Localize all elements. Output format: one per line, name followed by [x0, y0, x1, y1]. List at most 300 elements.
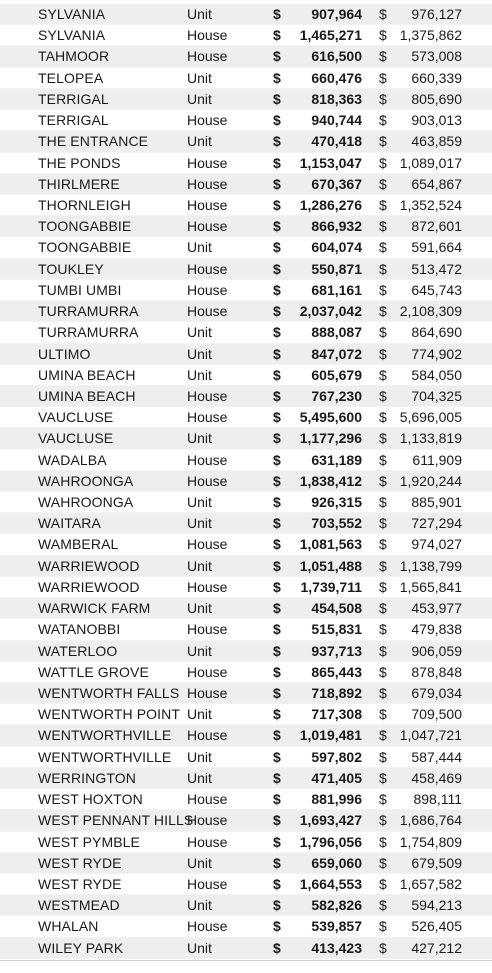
table-row: [0, 68, 492, 89]
currency-symbol: $: [379, 133, 387, 150]
property-type-cell: House: [187, 918, 228, 935]
currency-symbol: $: [273, 366, 281, 383]
property-type-cell: Unit: [187, 430, 212, 447]
price-2-cell: 1,565,841: [399, 578, 462, 595]
price-1-cell: 5,495,600: [299, 409, 362, 426]
property-type-cell: Unit: [187, 748, 212, 765]
property-type-cell: House: [187, 578, 228, 595]
property-type-cell: House: [187, 451, 228, 468]
property-type-cell: House: [187, 409, 228, 426]
price-2-cell: 878,848: [411, 663, 462, 680]
property-type-cell: House: [187, 833, 228, 850]
suburb-cell: ULTIMO: [38, 345, 91, 362]
table-row: [0, 747, 492, 768]
price-1-cell: 1,465,271: [299, 27, 362, 44]
price-2-cell: 654,867: [411, 175, 462, 192]
currency-symbol: $: [379, 536, 387, 553]
currency-symbol: $: [379, 812, 387, 829]
currency-symbol: $: [379, 642, 387, 659]
table-row: [0, 344, 492, 365]
table-row: [0, 874, 492, 895]
price-2-cell: 679,034: [411, 685, 462, 701]
suburb-cell: WAHROONGA: [38, 472, 134, 489]
currency-symbol: $: [379, 430, 387, 447]
suburb-cell: WENTWORTH FALLS: [38, 685, 180, 701]
price-1-cell: 718,892: [311, 685, 362, 701]
suburb-cell: WEST RYDE: [38, 854, 122, 871]
suburb-cell: WEST RYDE: [38, 875, 122, 892]
suburb-cell: WARRIEWOOD: [38, 557, 140, 574]
suburb-cell: WEST HOXTON: [38, 791, 143, 808]
table-row: [0, 619, 492, 640]
currency-symbol: $: [379, 48, 387, 65]
property-type-cell: House: [187, 48, 228, 65]
currency-symbol: $: [379, 154, 387, 171]
property-type-cell: Unit: [187, 345, 212, 362]
price-1-cell: 660,476: [311, 69, 362, 86]
suburb-cell: TERRIGAL: [38, 112, 109, 129]
currency-symbol: $: [379, 875, 387, 892]
currency-symbol: $: [379, 621, 387, 638]
suburb-cell: WATERLOO: [38, 642, 118, 659]
suburb-cell: WAMBERAL: [38, 536, 119, 553]
currency-symbol: $: [273, 663, 281, 680]
suburb-cell: WEST PYMBLE: [38, 833, 140, 850]
currency-symbol: $: [379, 791, 387, 808]
currency-symbol: $: [273, 345, 281, 362]
currency-symbol: $: [379, 281, 387, 298]
table-row: [0, 662, 492, 683]
table-bottom-rule: [0, 960, 492, 961]
suburb-cell: TURRAMURRA: [38, 303, 139, 320]
currency-symbol: $: [273, 515, 281, 532]
price-2-cell: 573,008: [411, 48, 462, 65]
price-1-cell: 717,308: [311, 706, 362, 723]
currency-symbol: $: [273, 939, 281, 956]
price-1-cell: 471,405: [311, 769, 362, 786]
currency-symbol: $: [379, 175, 387, 192]
suburb-cell: WERRINGTON: [38, 769, 136, 786]
property-type-cell: House: [187, 875, 228, 892]
property-type-cell: House: [187, 621, 228, 638]
table-row: [0, 365, 492, 386]
suburb-cell: TELOPEA: [38, 69, 104, 86]
property-type-cell: Unit: [187, 366, 212, 383]
price-2-cell: 898,111: [413, 791, 462, 808]
suburb-cell: UMINA BEACH: [38, 387, 136, 404]
price-2-cell: 1,754,809: [399, 833, 462, 850]
suburb-cell: WENTWORTH POINT: [38, 706, 181, 723]
price-1-cell: 454,508: [311, 600, 362, 617]
price-2-cell: 587,444: [411, 748, 462, 765]
price-2-cell: 594,213: [411, 897, 462, 914]
table-row: [0, 110, 492, 131]
table-row: [0, 407, 492, 428]
price-1-cell: 1,838,412: [299, 472, 362, 489]
currency-symbol: $: [273, 218, 281, 235]
price-2-cell: 526,405: [411, 918, 462, 935]
currency-symbol: $: [273, 6, 281, 22]
currency-symbol: $: [273, 69, 281, 86]
currency-symbol: $: [379, 303, 387, 320]
currency-symbol: $: [379, 196, 387, 213]
property-type-cell: Unit: [187, 939, 212, 956]
currency-symbol: $: [379, 366, 387, 383]
table-row: [0, 683, 492, 704]
currency-symbol: $: [273, 90, 281, 107]
suburb-cell: WAITARA: [38, 515, 101, 532]
suburb-cell: THE PONDS: [38, 154, 121, 171]
price-2-cell: 679,509: [411, 854, 462, 871]
suburb-cell: WHALAN: [38, 918, 99, 935]
currency-symbol: $: [273, 557, 281, 574]
property-type-cell: Unit: [187, 494, 212, 511]
table-row: [0, 428, 492, 449]
currency-symbol: $: [379, 218, 387, 235]
property-type-cell: House: [187, 663, 228, 680]
table-row: [0, 195, 492, 216]
currency-symbol: $: [379, 600, 387, 617]
property-type-cell: Unit: [187, 600, 212, 617]
table-row: [0, 577, 492, 598]
price-2-cell: 906,059: [411, 642, 462, 659]
price-1-cell: 937,713: [311, 642, 362, 659]
suburb-cell: WENTWORTHVILLE: [38, 748, 172, 765]
price-1-cell: 681,161: [311, 281, 362, 298]
currency-symbol: $: [379, 663, 387, 680]
table-row: [0, 216, 492, 237]
suburb-cell: THORNLEIGH: [38, 196, 131, 213]
price-1-cell: 631,189: [311, 451, 362, 468]
price-2-cell: 704,325: [411, 387, 462, 404]
currency-symbol: $: [273, 706, 281, 723]
property-type-cell: Unit: [187, 133, 212, 150]
price-table: [0, 4, 492, 959]
currency-symbol: $: [379, 27, 387, 44]
currency-symbol: $: [273, 578, 281, 595]
currency-symbol: $: [273, 451, 281, 468]
currency-symbol: $: [273, 621, 281, 638]
price-2-cell: 458,469: [411, 769, 462, 786]
property-type-cell: House: [187, 154, 228, 171]
currency-symbol: $: [273, 48, 281, 65]
price-2-cell: 774,902: [411, 345, 462, 362]
property-type-cell: House: [187, 472, 228, 489]
suburb-cell: TUMBI UMBI: [38, 281, 122, 298]
currency-symbol: $: [379, 939, 387, 956]
currency-symbol: $: [379, 918, 387, 935]
property-type-cell: House: [187, 791, 228, 808]
currency-symbol: $: [379, 112, 387, 129]
price-2-cell: 1,920,244: [399, 472, 462, 489]
property-type-cell: Unit: [187, 706, 212, 723]
table-row: [0, 301, 492, 322]
property-type-cell: Unit: [187, 557, 212, 574]
suburb-cell: TURRAMURRA: [38, 324, 139, 341]
price-2-cell: 1,089,017: [399, 154, 462, 171]
currency-symbol: $: [379, 748, 387, 765]
price-1-cell: 539,857: [311, 918, 362, 935]
suburb-cell: WATANOBBI: [38, 621, 121, 638]
price-1-cell: 865,443: [311, 663, 362, 680]
table-row: [0, 237, 492, 258]
table-row: [0, 534, 492, 555]
currency-symbol: $: [273, 154, 281, 171]
table-row: [0, 938, 492, 959]
currency-symbol: $: [379, 833, 387, 850]
price-2-cell: 976,127: [411, 6, 462, 22]
table-row: [0, 174, 492, 195]
property-type-cell: House: [187, 196, 228, 213]
property-type-cell: Unit: [187, 90, 212, 107]
price-2-cell: 427,212: [411, 939, 462, 956]
currency-symbol: $: [379, 494, 387, 511]
currency-symbol: $: [273, 133, 281, 150]
price-2-cell: 885,901: [411, 494, 462, 511]
table-row: [0, 25, 492, 46]
table-row: [0, 4, 492, 25]
suburb-cell: TOUKLEY: [38, 260, 104, 277]
currency-symbol: $: [379, 769, 387, 786]
property-type-cell: Unit: [187, 897, 212, 914]
currency-symbol: $: [273, 854, 281, 871]
price-1-cell: 767,230: [311, 387, 362, 404]
property-type-cell: House: [187, 303, 228, 320]
price-1-cell: 1,177,296: [299, 430, 362, 447]
currency-symbol: $: [273, 303, 281, 320]
currency-symbol: $: [273, 769, 281, 786]
table-row: [0, 916, 492, 937]
currency-symbol: $: [379, 409, 387, 426]
table-row: [0, 46, 492, 67]
currency-symbol: $: [273, 918, 281, 935]
currency-symbol: $: [379, 515, 387, 532]
price-1-cell: 413,423: [311, 939, 362, 956]
currency-symbol: $: [379, 387, 387, 404]
suburb-cell: WADALBA: [38, 451, 107, 468]
property-type-cell: Unit: [187, 515, 212, 532]
table-row: [0, 280, 492, 301]
currency-symbol: $: [273, 409, 281, 426]
property-type-cell: House: [187, 685, 228, 701]
price-1-cell: 888,087: [311, 324, 362, 341]
currency-symbol: $: [379, 345, 387, 362]
suburb-cell: WESTMEAD: [38, 897, 120, 914]
currency-symbol: $: [273, 791, 281, 808]
suburb-cell: WEST PENNANT HILLS: [38, 812, 194, 829]
currency-symbol: $: [379, 897, 387, 914]
property-type-cell: House: [187, 260, 228, 277]
currency-symbol: $: [273, 260, 281, 277]
suburb-cell: UMINA BEACH: [38, 366, 136, 383]
table-row: [0, 471, 492, 492]
suburb-cell: SYLVANIA: [38, 6, 106, 22]
price-2-cell: 1,352,524: [399, 196, 462, 213]
currency-symbol: $: [273, 812, 281, 829]
price-2-cell: 1,138,799: [399, 557, 462, 574]
price-2-cell: 1,133,819: [399, 430, 462, 447]
suburb-cell: WARRIEWOOD: [38, 578, 140, 595]
price-1-cell: 907,964: [311, 6, 362, 22]
table-row: [0, 853, 492, 874]
currency-symbol: $: [273, 494, 281, 511]
price-2-cell: 2,108,309: [399, 303, 462, 320]
table-row: [0, 895, 492, 916]
property-type-cell: House: [187, 218, 228, 235]
price-1-cell: 582,826: [311, 897, 362, 914]
property-type-cell: House: [187, 281, 228, 298]
price-2-cell: 645,743: [411, 281, 462, 298]
price-2-cell: 872,601: [411, 218, 462, 235]
suburb-cell: VAUCLUSE: [38, 430, 114, 447]
table-row: [0, 153, 492, 174]
currency-symbol: $: [379, 260, 387, 277]
price-2-cell: 864,690: [411, 324, 462, 341]
currency-symbol: $: [273, 472, 281, 489]
currency-symbol: $: [273, 600, 281, 617]
suburb-cell: WILEY PARK: [38, 939, 124, 956]
suburb-cell: WATTLE GROVE: [38, 663, 149, 680]
price-2-cell: 1,657,582: [399, 875, 462, 892]
price-1-cell: 659,060: [311, 854, 362, 871]
price-1-cell: 1,286,276: [299, 196, 362, 213]
price-2-cell: 584,050: [411, 366, 462, 383]
table-row: [0, 598, 492, 619]
price-1-cell: 616,500: [311, 48, 362, 65]
table-row: [0, 810, 492, 831]
property-type-cell: House: [187, 27, 228, 44]
price-2-cell: 1,047,721: [399, 727, 462, 744]
suburb-cell: WARWICK FARM: [38, 600, 151, 617]
currency-symbol: $: [379, 727, 387, 744]
property-type-cell: Unit: [187, 324, 212, 341]
row-gridline: [0, 958, 492, 959]
currency-symbol: $: [273, 897, 281, 914]
price-1-cell: 1,153,047: [299, 154, 362, 171]
currency-symbol: $: [379, 685, 387, 701]
price-1-cell: 1,051,488: [299, 557, 362, 574]
currency-symbol: $: [379, 324, 387, 341]
table-row: [0, 768, 492, 789]
price-2-cell: 479,838: [411, 621, 462, 638]
currency-symbol: $: [379, 854, 387, 871]
currency-symbol: $: [273, 281, 281, 298]
property-type-cell: Unit: [187, 69, 212, 86]
suburb-cell: VAUCLUSE: [38, 409, 114, 426]
suburb-cell: TOONGABBIE: [38, 218, 132, 235]
property-type-cell: House: [187, 812, 228, 829]
price-1-cell: 866,932: [311, 218, 362, 235]
suburb-cell: WAHROONGA: [38, 494, 134, 511]
currency-symbol: $: [273, 430, 281, 447]
table-row: [0, 450, 492, 471]
price-2-cell: 5,696,005: [399, 409, 462, 426]
price-1-cell: 847,072: [311, 345, 362, 362]
price-1-cell: 550,871: [311, 260, 362, 277]
price-1-cell: 940,744: [311, 112, 362, 129]
price-2-cell: 805,690: [411, 90, 462, 107]
price-1-cell: 926,315: [311, 494, 362, 511]
price-1-cell: 470,418: [311, 133, 362, 150]
price-2-cell: 463,859: [411, 133, 462, 150]
property-type-cell: House: [187, 536, 228, 553]
property-type-cell: Unit: [187, 854, 212, 871]
currency-symbol: $: [273, 239, 281, 256]
table-row: [0, 322, 492, 343]
price-1-cell: 515,831: [311, 621, 362, 638]
price-2-cell: 611,909: [412, 451, 462, 468]
currency-symbol: $: [273, 685, 281, 701]
currency-symbol: $: [273, 833, 281, 850]
table-row: [0, 386, 492, 407]
property-type-cell: House: [187, 175, 228, 192]
currency-symbol: $: [379, 472, 387, 489]
currency-symbol: $: [273, 387, 281, 404]
price-2-cell: 903,013: [411, 112, 462, 129]
price-2-cell: 727,294: [411, 515, 462, 532]
currency-symbol: $: [273, 196, 281, 213]
currency-symbol: $: [379, 69, 387, 86]
table-row: [0, 513, 492, 534]
property-type-cell: Unit: [187, 769, 212, 786]
table-row: [0, 725, 492, 746]
price-2-cell: 453,977: [411, 600, 462, 617]
currency-symbol: $: [379, 706, 387, 723]
currency-symbol: $: [379, 557, 387, 574]
table-row: [0, 259, 492, 280]
price-1-cell: 1,796,056: [299, 833, 362, 850]
price-1-cell: 1,664,553: [299, 875, 362, 892]
suburb-cell: SYLVANIA: [38, 27, 106, 44]
price-2-cell: 513,472: [411, 260, 462, 277]
price-1-cell: 597,802: [311, 748, 362, 765]
price-1-cell: 604,074: [311, 239, 362, 256]
suburb-cell: TERRIGAL: [38, 90, 109, 107]
table-row: [0, 131, 492, 152]
table-row: [0, 492, 492, 513]
suburb-cell: THIRLMERE: [38, 175, 120, 192]
price-1-cell: 1,693,427: [299, 812, 362, 829]
price-1-cell: 1,019,481: [299, 727, 362, 744]
currency-symbol: $: [379, 239, 387, 256]
price-1-cell: 670,367: [311, 175, 362, 192]
currency-symbol: $: [273, 112, 281, 129]
table-row: [0, 789, 492, 810]
price-2-cell: 591,664: [411, 239, 462, 256]
currency-symbol: $: [379, 6, 387, 22]
property-type-cell: House: [187, 112, 228, 129]
table-row: [0, 641, 492, 662]
property-type-cell: Unit: [187, 642, 212, 659]
suburb-cell: TOONGABBIE: [38, 239, 132, 256]
currency-symbol: $: [273, 324, 281, 341]
price-2-cell: 709,500: [411, 706, 462, 723]
currency-symbol: $: [273, 748, 281, 765]
currency-symbol: $: [273, 536, 281, 553]
currency-symbol: $: [379, 90, 387, 107]
currency-symbol: $: [273, 875, 281, 892]
currency-symbol: $: [273, 727, 281, 744]
price-2-cell: 660,339: [411, 69, 462, 86]
price-1-cell: 605,679: [311, 366, 362, 383]
price-1-cell: 1,081,563: [299, 536, 362, 553]
price-2-cell: 1,375,862: [399, 27, 462, 44]
price-1-cell: 1,739,711: [300, 578, 362, 595]
price-1-cell: 881,996: [311, 791, 362, 808]
currency-symbol: $: [273, 175, 281, 192]
table-row: [0, 832, 492, 853]
table-row: [0, 89, 492, 110]
